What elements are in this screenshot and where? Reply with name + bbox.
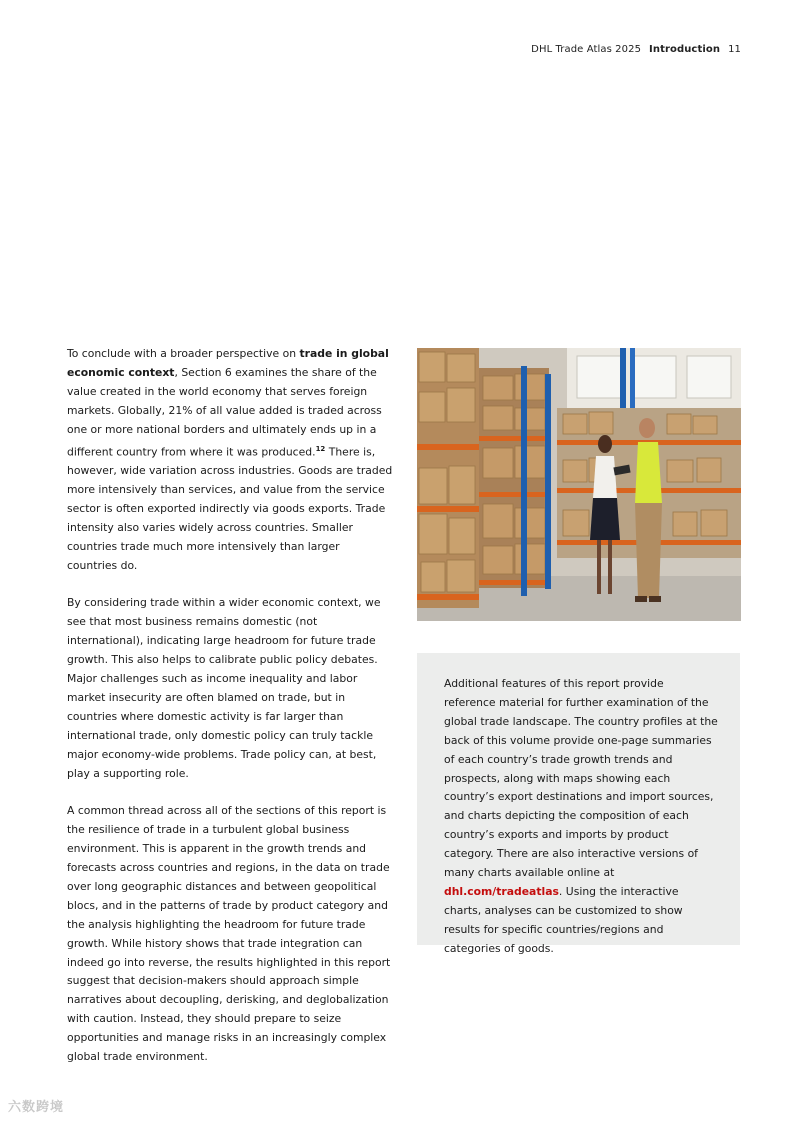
running-header (531, 44, 741, 55)
section-name: Introduction (649, 44, 721, 55)
tradeatlas-link[interactable]: dhl.com/tradeatlas (444, 884, 559, 898)
footnote-ref[interactable]: 12 (315, 444, 326, 453)
paragraph-2: By considering trade within a wider economic context, we see that most business remains domestic (not international), indicating large headroom for future trade growth. This also helps to calibrate public policy debates. Major challenges such as income inequality and labor market insecurity are often blamed on trade, but in countries where domestic activity is far larger than international trade, only domestic policy can truly tackle major economy-wide problems. Trade policy can, at best, play a supporting role. (67, 596, 381, 780)
paragraph-3: A common thread across all of the sections of this report is the resilience of trade in a turbulent global business environment. This is apparent in the growth trends and forecasts across countries and regions, in the data on trade over long geographic distances and between geopolitical blocs, and in the patterns of trade by product category and the analysis highlighting the headroom for future trade growth. While history shows that trade integration can indeed go into reverse, the results highlighted in this report suggest that decision-makers should approach simple narratives about decoupling, derisking, and deglobalization with caution. Instead, they should prepare to seize opportunities and manage risks in an increasingly complex global trade environment. (67, 804, 391, 1064)
watermark: 六数跨境 (8, 1100, 65, 1115)
page-number: 11 (728, 44, 741, 55)
worker-man (635, 418, 662, 602)
publication-title: DHL Trade Atlas 2025 (531, 44, 642, 55)
paragraph-1: To conclude with a broader perspective on trade in global economic context, Section 6 examines the share of the value created in the world economy that serves foreign markets. Globally, 21% of all value added is traded across one or more national borders and ultimately ends up in a different country from where it was produced.$^{12}$ There is, however, wide variation across industries. Goods are traded more intensively than services, and value from the service sector is often exported indirectly via goods exports. Trade intensity also varies widely across countries. Smaller countries trade much more intensively than larger countries do. (67, 347, 393, 572)
additional-features-box: Additional features of this report provide reference material for further examination of the global trade landscape. The country profiles at the back of this volume provide one-page summaries of each country’s trade growth trends and prospects, along with maps showing each country’s export destinations and import sources, and charts depicting the composition of each country’s exports and imports by product category. There are also interactive versions of many charts available online at dhl.com/tradeatlas. Using the interactive charts, analyses can be customized to show results for specific countries/regions and categories of goods. (417, 653, 740, 945)
body-text (67, 345, 393, 1086)
trade-in-global-economic-context-emphasis: trade in global economic context (67, 347, 389, 379)
warehouse-photo (417, 348, 741, 621)
